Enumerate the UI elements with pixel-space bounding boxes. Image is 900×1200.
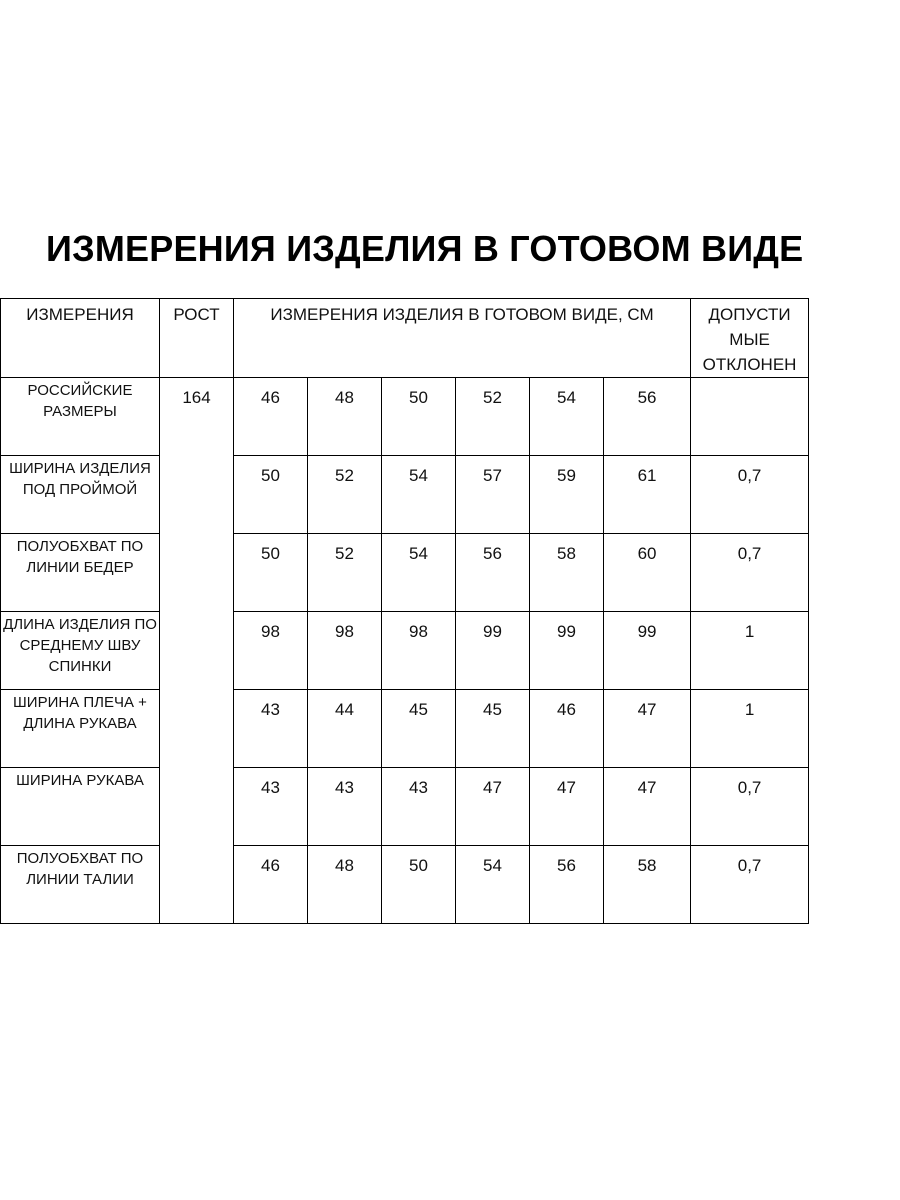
size-chart-table — [0, 298, 809, 924]
size-value-cell: 98 — [308, 612, 382, 690]
height-value: 164 — [160, 378, 234, 924]
tolerance-cell: 0,7 — [691, 846, 809, 924]
row-label: ШИРИНА РУКАВА — [1, 768, 160, 846]
size-value-cell: 47 — [530, 768, 604, 846]
size-value-cell: 47 — [604, 768, 691, 846]
size-value-cell: 98 — [382, 612, 456, 690]
tolerance-cell: 0,7 — [691, 768, 809, 846]
tolerance-cell — [691, 378, 809, 456]
tolerance-cell: 0,7 — [691, 456, 809, 534]
size-value-cell: 54 — [456, 846, 530, 924]
size-value-cell: 99 — [604, 612, 691, 690]
table-row — [1, 690, 809, 768]
size-value-cell: 56 — [604, 378, 691, 456]
size-value-cell: 56 — [456, 534, 530, 612]
tolerance-cell: 1 — [691, 612, 809, 690]
table-row — [1, 534, 809, 612]
size-value-cell: 48 — [308, 378, 382, 456]
size-value-cell: 50 — [234, 456, 308, 534]
row-label: ДЛИНА ИЗДЕЛИЯ ПО СРЕДНЕМУ ШВУ СПИНКИ — [1, 612, 160, 690]
table-header-row — [1, 299, 809, 378]
tolerance-cell: 1 — [691, 690, 809, 768]
header-tolerance: ДОПУСТИ МЫЕ ОТКЛОНЕН — [691, 299, 809, 378]
table-row — [1, 456, 809, 534]
row-label: РОССИЙСКИЕ РАЗМЕРЫ — [1, 378, 160, 456]
size-value-cell: 57 — [456, 456, 530, 534]
size-value-cell: 47 — [604, 690, 691, 768]
size-value-cell: 50 — [234, 534, 308, 612]
row-label: ПОЛУОБХВАТ ПО ЛИНИИ ТАЛИИ — [1, 846, 160, 924]
size-value-cell: 98 — [234, 612, 308, 690]
size-value-cell: 46 — [234, 378, 308, 456]
size-value-cell: 45 — [456, 690, 530, 768]
size-value-cell: 46 — [530, 690, 604, 768]
row-label: ШИРИНА ИЗДЕЛИЯ ПОД ПРОЙМОЙ — [1, 456, 160, 534]
size-value-cell: 58 — [530, 534, 604, 612]
row-label: ШИРИНА ПЛЕЧА + ДЛИНА РУКАВА — [1, 690, 160, 768]
size-value-cell: 48 — [308, 846, 382, 924]
size-value-cell: 52 — [308, 456, 382, 534]
size-value-cell: 46 — [234, 846, 308, 924]
size-value-cell: 47 — [456, 768, 530, 846]
size-value-cell: 43 — [382, 768, 456, 846]
table-row — [1, 378, 809, 456]
size-value-cell: 54 — [382, 456, 456, 534]
size-value-cell: 50 — [382, 846, 456, 924]
size-value-cell: 60 — [604, 534, 691, 612]
size-value-cell: 99 — [456, 612, 530, 690]
size-value-cell: 54 — [530, 378, 604, 456]
size-value-cell: 56 — [530, 846, 604, 924]
header-measure: ИЗМЕРЕНИЯ — [1, 299, 160, 378]
header-sizes-cm: ИЗМЕРЕНИЯ ИЗДЕЛИЯ В ГОТОВОМ ВИДЕ, СМ — [234, 299, 691, 378]
table-row — [1, 846, 809, 924]
size-value-cell: 52 — [456, 378, 530, 456]
table-row — [1, 612, 809, 690]
size-value-cell: 59 — [530, 456, 604, 534]
size-value-cell: 50 — [382, 378, 456, 456]
size-value-cell: 52 — [308, 534, 382, 612]
table-row — [1, 768, 809, 846]
size-value-cell: 58 — [604, 846, 691, 924]
page-title: ИЗМЕРЕНИЯ ИЗДЕЛИЯ В ГОТОВОМ ВИДЕ — [46, 228, 804, 269]
size-value-cell: 43 — [234, 768, 308, 846]
header-height: РОСТ — [160, 299, 234, 378]
size-value-cell: 54 — [382, 534, 456, 612]
size-value-cell: 44 — [308, 690, 382, 768]
size-value-cell: 45 — [382, 690, 456, 768]
size-value-cell: 61 — [604, 456, 691, 534]
size-value-cell: 99 — [530, 612, 604, 690]
row-label: ПОЛУОБХВАТ ПО ЛИНИИ БЕДЕР — [1, 534, 160, 612]
size-value-cell: 43 — [234, 690, 308, 768]
size-value-cell: 43 — [308, 768, 382, 846]
tolerance-cell: 0,7 — [691, 534, 809, 612]
